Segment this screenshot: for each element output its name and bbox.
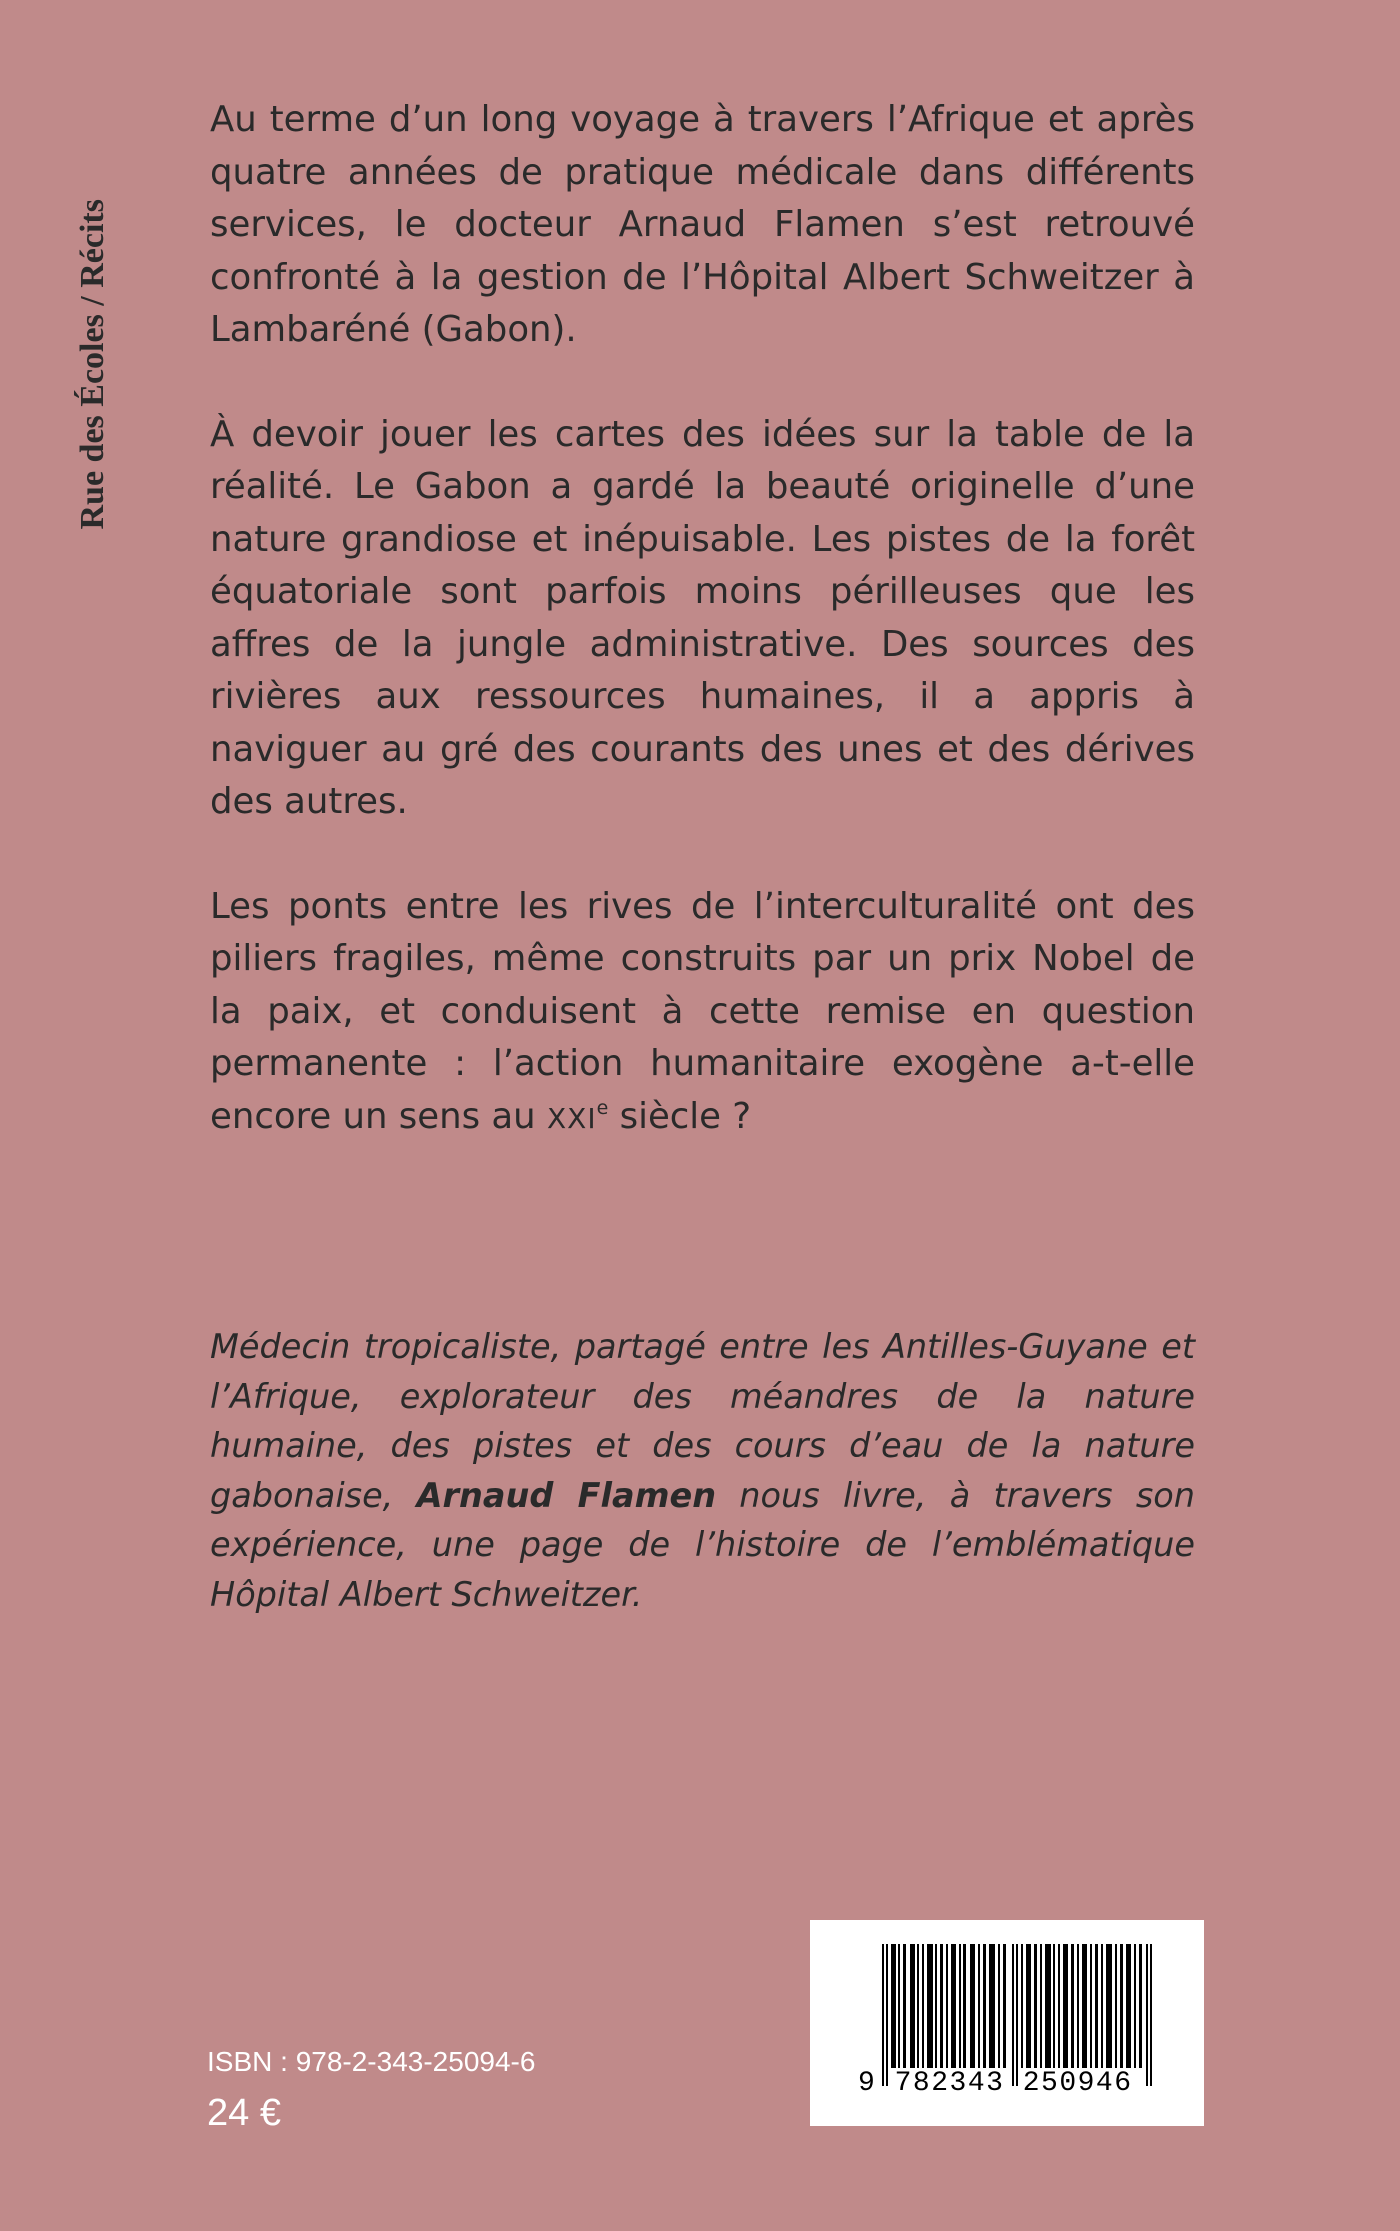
author-bio-rest: nous livre, à travers son expérience, une page de l’histoire de l’emblématique Hôpital Albert Schweitzer.: [210, 1475, 1196, 1614]
barcode-number: 9 782343 250946: [858, 2068, 1133, 2099]
barcode: [810, 1920, 1204, 2126]
author-name: Arnaud Flamen: [416, 1475, 717, 1515]
blurb-paragraph-2: À devoir jouer les cartes des idées sur la table de la réalité. Le Gabon a gardé la beauté originelle d’une nature grandiose et inépuisable. Les pistes de la forêt équatoriale sont parfois moins périlleuses que les affres de la jungle administrative. Des sources des rivières aux ressources humaines, il a appris à naviguer au gré des courants des unes et des dérives des autres.: [210, 413, 1195, 822]
series-label-text: Rue des Écoles / Récits: [74, 199, 111, 530]
author-bio-intro: Médecin tropicaliste, partagé entre les Antilles-Guyane et l’Afrique, explorateur des méandres de la nature humaine, des pistes et des cours d’eau de la nature gabonaise,: [210, 1327, 1195, 1515]
century-superscript: e: [596, 1096, 609, 1119]
blurb-paragraph-3-end: siècle ?: [608, 1095, 752, 1137]
blurb-paragraph-3-text: Les ponts entre les rives de l’interculturalité ont des piliers fragiles, même construits par un prix Nobel de la paix, et conduisent à cette remise en question permanente : l’action humanitaire exogène a-t-elle encore un sens au: [210, 885, 1195, 1137]
book-blurb: [210, 94, 1195, 1148]
isbn-text: ISBN : 978-2-343-25094-6: [207, 2046, 536, 2077]
author-bio: [210, 1322, 1195, 1619]
series-label: [72, 100, 114, 530]
blurb-paragraph-1: Au terme d’un long voyage à travers l’Afrique et après quatre années de pratique médicale dans différents services, le docteur Arnaud Flamen s’est retrouvé confronté à la gestion de l’Hôpital Albert Schweitzer à Lambaréné (Gabon).: [210, 99, 1195, 350]
blurb-paragraph-3: [210, 881, 1195, 1149]
barcode-bars: [882, 1944, 1152, 2086]
price-text: 24 €: [207, 2092, 281, 2134]
century-numeral: XXI: [546, 1101, 597, 1135]
